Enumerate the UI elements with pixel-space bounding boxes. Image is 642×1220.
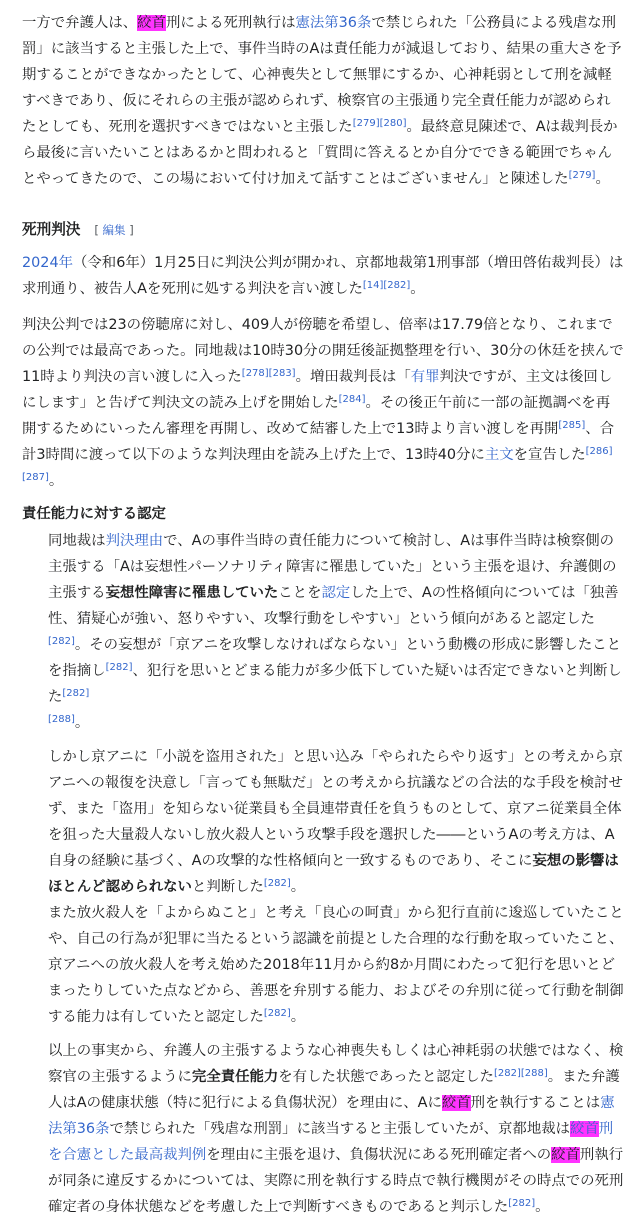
link-year-2024[interactable]: 2024年 <box>22 255 74 271</box>
paragraph-verdict: 2024年（令和6年）1月25日に判決公判が開かれ、京都地裁第1刑事部（増田啓佑裁判長）は求刑通り、被告人Aを死刑に処する判決を言い渡した[14][282]。 <box>22 255 624 297</box>
link-main-text[interactable]: 主文 <box>484 447 514 463</box>
section-heading <box>22 218 624 242</box>
edit-section-control: [ 編集 ] <box>94 223 134 237</box>
link-constitution-art36[interactable]: 憲法第36条 <box>48 1095 615 1137</box>
search-highlight: 絞首 <box>441 1095 471 1111</box>
article-body <box>0 10 642 1220</box>
indented-block <box>22 528 624 1220</box>
citation[interactable]: [282] <box>48 636 75 647</box>
citation[interactable]: [14][282] <box>362 280 411 291</box>
citation[interactable]: [279][280] <box>352 118 407 129</box>
paragraph-delusion-influence: しかし京アニに「小説を盗用された」と思い込み「やられたらやり返す」との考えから京アニへの報復を決意し「言っても無駄だ」との考えから抗議などの合法的な手段を検討せず、また「盗用」を知らない従業員も全員連帯責任を負うものとして、京アニ従業員全体を狙った大量殺人ないし放火殺人という攻撃手段を選択した――というAの考え方は、A自身の経験に基づく、Aの攻撃的な性格傾向と一致するものであり、そこに妄想の影響はほとんど認められないと判断した[282]。 <box>48 749 623 895</box>
citation[interactable]: [282][288] <box>494 1068 548 1079</box>
citation[interactable]: [282] <box>263 878 291 889</box>
search-highlight-link[interactable]: 絞首 <box>570 1121 599 1137</box>
search-highlight: 絞首 <box>551 1147 580 1163</box>
paragraph-capacity-finding: また放火殺人を「よからぬこと」と考え「良心の呵責」から犯行直前に逡巡していたことや、自己の行為が犯罪に当たるという認識を前提とした合理的な行動を取っていたこと、京アニへの放火殺人を考え始めた2018年11月から約8か月間にわたって犯行を思いとどまったりしていた点などから、善悪を弁別する能力、およびその弁別に従って行動を制御する能力は有していたと認定した[282]。 <box>48 905 624 1025</box>
citation[interactable]: [282] <box>508 1198 536 1209</box>
link-finding[interactable]: 認定 <box>321 585 351 601</box>
citation[interactable]: [278][283] <box>241 368 296 379</box>
citation[interactable]: [282] <box>62 688 90 699</box>
link-constitution-art36[interactable]: 憲法第36条 <box>295 15 372 31</box>
paragraph-responsibility-finding: 同地裁は判決理由で、Aの事件当時の責任能力について検討し、Aは事件当時は検察側の主張する「Aは妄想性パーソナリティ障害に罹患していた」という主張を退け、弁護側の主張する妄想性障害に罹患していたことを認定した上で、Aの性格傾向については「独善性、猜疑心が強い、怒りやすい、攻撃行動をしやすい」という傾向があると認定した[282]。その妄想が「京アニを攻撃しなければならない」という動機の形成に影響したことを指摘し[282]、犯行を思いとどまる能力が多少低下していた疑いは否定できないと判断した[282] [288]。 <box>48 533 622 731</box>
citation[interactable]: [288] <box>48 714 75 725</box>
citation[interactable]: [282] <box>105 662 133 673</box>
citation[interactable]: [284] <box>338 394 366 405</box>
subsection-heading: 責任能力に対する認定 <box>22 506 166 522</box>
edit-section-link[interactable]: 編集 <box>102 223 126 237</box>
paragraph-conclusion: 以上の事実から、弁護人の主張するような心神喪失もしくは心神耗弱の状態ではなく、検察官の主張するように完全責任能力を有した状態であったと認定した[282][288]。また弁護人はAの健康状態（特に犯行による負傷状況）を理由に、Aに絞首刑を執行することは憲法第36条で禁じられた「残虐な刑罰」に該当すると主張していたが、京都地裁は絞首刑を合憲とした最高裁判例を理由に主張を退け、負傷状況にある死刑確定者への絞首刑執行が同条に違反するかについては、実際に刑を執行する時点で執行機関がその時点での死刑確定者の身体状態などを考慮した上で判断すべきものであると判示した[282]。 <box>48 1043 624 1215</box>
citation[interactable]: [279] <box>568 170 596 181</box>
section-title: 死刑判決 <box>22 221 81 238</box>
link-judgment-reason[interactable]: 判決理由 <box>105 533 164 549</box>
citation[interactable]: [286][287] <box>22 446 613 483</box>
citation[interactable]: [285] <box>558 420 586 431</box>
link-supreme-court-precedent[interactable]: 刑を合憲とした最高裁判例 <box>48 1121 614 1163</box>
paragraph-verdict-hearing: 判決公判では23の傍聴席に対し、409人が傍聴を希望し、倍率は17.79倍となり、これまでの公判では最高であった。同地裁は10時30分の開廷後証拠整理を行い、30分の休廷を挟んで11時より判決の言い渡しに入った[278][283]。増田裁判長は「有罪判決ですが、主文は後回しにします」と告げて判決文の読み上げを開始した[284]。その後正午前に一部の証拠調べを再開するためにいったん審理を再開し、改めて結審した上で13時より言い渡しを再開[285]、合計3時間に渡って以下のような判決理由を読み上げた上で、13時40分に主文を宣告した[286][287]。 <box>22 317 624 489</box>
link-guilty[interactable]: 有罪 <box>410 369 440 385</box>
search-highlight: 絞首 <box>137 15 166 31</box>
paragraph-defense-argument: 一方で弁護人は、絞首刑による死刑執行は憲法第36条で禁じられた「公務員による残虐な刑罰」に該当すると主張した上で、事件当時のAは責任能力が減退しており、結果の重大さを予期することができなかったとして、心神喪失として無罪にするか、心神耗弱として刑を減軽すべきであり、仮にそれらの主張が認められず、検察官の主張通り完全責任能力が認められたとしても、死刑を選択すべきではないと主張した[279][280]。最終意見陳述で、Aは裁判長から最後に言いたいことはあるかと問われると「質問に答えるとか自分でできる範囲でちゃんとやってきたので、この場において付け加えて話すことはございません」と陳述した[279]。 <box>22 15 622 187</box>
citation[interactable]: [282] <box>263 1008 291 1019</box>
